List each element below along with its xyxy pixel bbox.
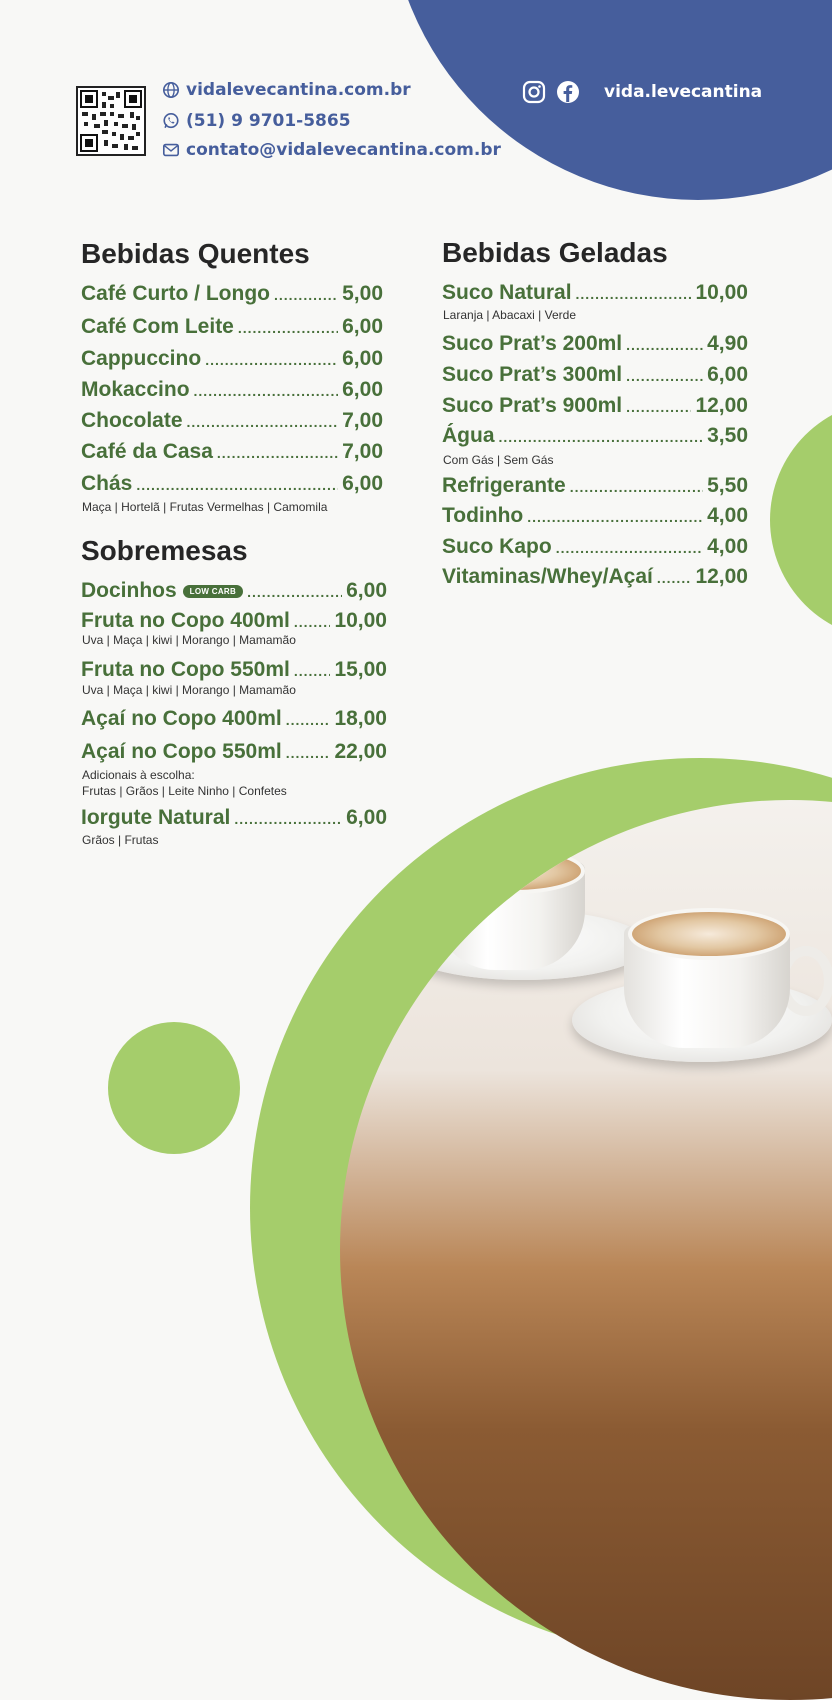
dot-leader: [286, 745, 331, 761]
item-name: Café Curto / Longo: [81, 282, 270, 305]
item-price: 4,90: [707, 332, 748, 355]
menu-item: [81, 658, 387, 682]
dot-leader: [626, 368, 703, 384]
item-name: Todinho: [442, 504, 524, 527]
dot-leader: [217, 445, 338, 461]
dot-leader: [626, 399, 691, 415]
item-name: Refrigerante: [442, 474, 566, 497]
dot-leader: [247, 584, 342, 600]
item-name: Fruta no Copo 400ml: [81, 609, 290, 632]
item-price: 12,00: [695, 565, 748, 588]
item-price: 10,00: [695, 281, 748, 304]
desserts-title: Sobremesas: [81, 535, 248, 566]
menu-item: [442, 535, 748, 559]
item-price: 4,00: [707, 504, 748, 527]
item-price: 15,00: [334, 658, 387, 681]
menu-item: [81, 409, 383, 433]
item-price: 6,00: [342, 378, 383, 401]
qr-code: [76, 86, 146, 156]
menu-item: [81, 440, 383, 464]
item-note: Adicionais à escolha:: [82, 768, 195, 782]
item-note: Com Gás | Sem Gás: [443, 453, 554, 467]
dot-leader: [238, 320, 338, 336]
coffee-cups-photo: [340, 800, 832, 1700]
item-name: Água: [442, 424, 495, 447]
menu-item: [442, 474, 748, 498]
item-price: 22,00: [334, 740, 387, 763]
item-name: Suco Prat’s 300ml: [442, 363, 623, 386]
item-name: Docinhos: [81, 579, 177, 602]
item-name: Café Com Leite: [81, 315, 234, 338]
item-price: 7,00: [342, 440, 383, 463]
item-price: 6,00: [342, 472, 383, 495]
menu-item: [81, 282, 383, 306]
hot-drinks-title: Bebidas Quentes: [81, 238, 310, 269]
menu-item: [442, 332, 748, 356]
item-price: 5,00: [342, 282, 383, 305]
item-note: Laranja | Abacaxi | Verde: [443, 308, 576, 322]
dot-leader: [205, 352, 338, 368]
low-carb-badge: LOW CARB: [183, 585, 243, 598]
dot-leader: [294, 614, 331, 630]
social-links[interactable]: [522, 80, 762, 104]
item-note: Grãos | Frutas: [82, 833, 159, 847]
menu-item: [442, 504, 748, 528]
phone-row[interactable]: [162, 111, 351, 131]
item-price: 6,00: [707, 363, 748, 386]
item-price: 12,00: [695, 394, 748, 417]
cold-drinks-title: Bebidas Geladas: [442, 237, 668, 268]
email-row[interactable]: [162, 140, 501, 160]
item-price: 10,00: [334, 609, 387, 632]
dot-leader: [274, 287, 338, 303]
item-price: 6,00: [342, 347, 383, 370]
dot-leader: [657, 570, 692, 586]
menu-item: [81, 740, 387, 764]
item-name: Café da Casa: [81, 440, 213, 463]
whatsapp-icon: [162, 112, 180, 130]
menu-item: [81, 609, 387, 633]
mail-icon: [162, 141, 180, 159]
item-name: Chás: [81, 472, 133, 495]
item-name: Mokaccino: [81, 378, 190, 401]
item-name: Suco Prat’s 900ml: [442, 394, 623, 417]
website-link[interactable]: vidalevecantina.com.br: [186, 80, 411, 100]
item-name: Suco Kapo: [442, 535, 552, 558]
instagram-icon[interactable]: [522, 80, 546, 104]
dot-leader: [556, 540, 703, 556]
menu-item: [442, 281, 748, 305]
menu-item: [442, 424, 748, 448]
phone-number[interactable]: (51) 9 9701-5865: [186, 111, 351, 131]
item-name: Açaí no Copo 550ml: [81, 740, 282, 763]
green-circle-right: [770, 400, 832, 640]
item-price: 6,00: [346, 579, 387, 602]
menu-item: [81, 806, 387, 830]
item-name: Açaí no Copo 400ml: [81, 707, 282, 730]
menu-item: [81, 707, 387, 731]
item-name: Fruta no Copo 550ml: [81, 658, 290, 681]
menu-item: [442, 394, 748, 418]
menu-item: [81, 378, 383, 402]
dot-leader: [499, 429, 704, 445]
dot-leader: [576, 286, 692, 302]
dot-leader: [234, 811, 342, 827]
email-address[interactable]: contato@vidalevecantina.com.br: [186, 140, 501, 160]
item-price: 6,00: [342, 315, 383, 338]
item-name: Suco Natural: [442, 281, 572, 304]
item-price: 5,50: [707, 474, 748, 497]
dot-leader: [570, 479, 703, 495]
dot-leader: [136, 477, 338, 493]
dot-leader: [194, 383, 339, 399]
dot-leader: [626, 337, 703, 353]
globe-icon: [162, 81, 180, 99]
item-note: Maça | Hortelã | Frutas Vermelhas | Camomila: [82, 500, 328, 514]
dot-leader: [187, 414, 339, 430]
item-price: 7,00: [342, 409, 383, 432]
item-note: Uva | Maça | kiwi | Morango | Mamamão: [82, 683, 296, 697]
item-name: Iorgute Natural: [81, 806, 231, 829]
item-price: 6,00: [346, 806, 387, 829]
facebook-icon[interactable]: [556, 80, 580, 104]
dot-leader: [286, 712, 331, 728]
menu-item: [81, 315, 383, 339]
dot-leader: [294, 663, 331, 679]
item-note: Uva | Maça | kiwi | Morango | Mamamão: [82, 633, 296, 647]
dot-leader: [527, 509, 703, 525]
menu-item: [81, 347, 383, 371]
item-name: Suco Prat’s 200ml: [442, 332, 623, 355]
menu-item: [81, 472, 383, 496]
item-name: Chocolate: [81, 409, 183, 432]
item-price: 3,50: [707, 424, 748, 447]
item-name: Vitaminas/Whey/Açaí: [442, 565, 653, 588]
item-price: 4,00: [707, 535, 748, 558]
social-handle[interactable]: vida.levecantina: [604, 82, 763, 102]
website-row[interactable]: [162, 80, 411, 100]
menu-item: [442, 565, 748, 589]
item-name: Cappuccino: [81, 347, 202, 370]
item-note-options: Frutas | Grãos | Leite Ninho | Confetes: [82, 784, 287, 798]
menu-item: [442, 363, 748, 387]
green-circle-bottom: [108, 1022, 240, 1154]
item-price: 18,00: [334, 707, 387, 730]
menu-item: [81, 579, 387, 603]
